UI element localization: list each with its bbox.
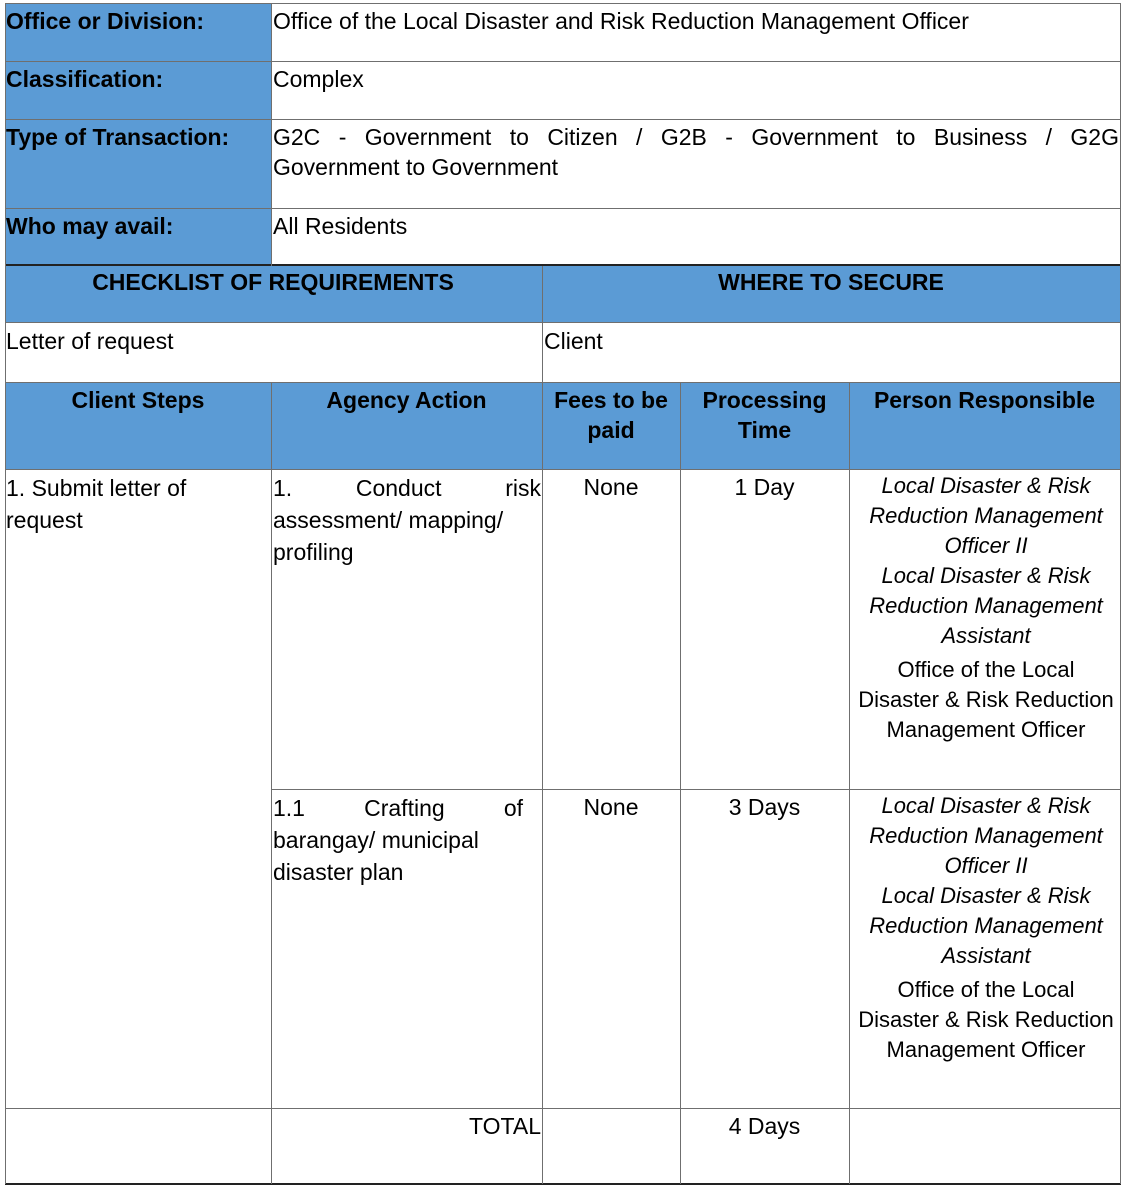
transaction-value-line1: G2C - Government to Citizen / G2B - Government to Business / G2G (273, 124, 1119, 150)
person-1-office: Office of the Local Disaster & Risk Reduction Management Officer (858, 657, 1114, 742)
grid-line (271, 383, 272, 1184)
processing-header (680, 385, 849, 445)
person-1-officer: Local Disaster & Risk Reduction Management Officer II (869, 473, 1103, 558)
fees-header-line1: Fees to be (554, 387, 668, 413)
grid-line (5, 3, 6, 1184)
fees-header (542, 385, 680, 445)
avail-value: All Residents (273, 213, 408, 239)
requirement-where: Client (544, 328, 603, 354)
person-2-assistant: Local Disaster & Risk Reduction Management Assistant (869, 883, 1103, 968)
fee-2: None (583, 794, 639, 820)
grid-line (5, 322, 1121, 323)
agency-action-1-word2: risk (505, 475, 541, 501)
fee-1: None (583, 474, 639, 500)
agency-action-2-word: Crafting (364, 795, 445, 821)
agency-action-2-num: 1.1 (273, 795, 305, 821)
avail-label: Who may avail: (6, 213, 174, 239)
grid-line (1120, 3, 1121, 1184)
transaction-label: Type of Transaction: (6, 124, 230, 150)
grid-line (5, 1183, 1121, 1185)
agency-action-1-rest: assessment/ mapping/ profiling (273, 507, 504, 565)
grid-line (5, 469, 1121, 470)
office-value: Office of the Local Disaster and Risk Reduction Management Officer (273, 8, 969, 34)
client-step-1: 1. Submit letter of request (6, 475, 187, 533)
person-header: Person Responsible (873, 387, 1096, 413)
agency-action-header: Agency Action (326, 387, 487, 413)
time-2: 3 Days (728, 794, 801, 820)
grid-line (5, 382, 1121, 383)
office-label: Office or Division: (6, 8, 205, 34)
grid-line (680, 383, 681, 1184)
client-steps-header: Client Steps (71, 387, 205, 413)
person-responsible-1 (855, 471, 1117, 745)
grid-line (5, 208, 1121, 209)
grid-line (5, 3, 1121, 4)
classification-label: Classification: (6, 66, 164, 92)
agency-action-2 (273, 792, 523, 888)
grid-line (542, 383, 543, 1184)
agency-action-1 (273, 472, 541, 568)
classification-value: Complex (273, 66, 364, 92)
checklist-header: CHECKLIST OF REQUIREMENTS (92, 269, 454, 295)
grid-line (271, 3, 272, 266)
person-responsible-2 (855, 791, 1117, 1065)
total-time: 4 Days (728, 1113, 801, 1139)
agency-action-2-word2: of (503, 795, 523, 821)
grid-line (5, 119, 1121, 120)
grid-line (5, 61, 1121, 62)
grid-line (849, 383, 850, 1184)
processing-header-line2: Time (737, 417, 792, 443)
person-2-office: Office of the Local Disaster & Risk Reduction Management Officer (858, 977, 1114, 1062)
grid-line (5, 264, 1121, 266)
grid-line (542, 266, 543, 383)
agency-action-2-rest: barangay/ municipal disaster plan (273, 827, 479, 885)
grid-line (271, 789, 1121, 790)
transaction-value (273, 122, 1119, 182)
requirement-item: Letter of request (6, 328, 174, 354)
person-1-assistant: Local Disaster & Risk Reduction Management Assistant (869, 563, 1103, 648)
grid-line (5, 1108, 1121, 1109)
agency-action-1-word: Conduct (355, 475, 442, 501)
fees-header-line2: paid (587, 417, 635, 443)
processing-header-line1: Processing (702, 387, 827, 413)
agency-action-1-num: 1. (273, 475, 293, 501)
person-2-officer: Local Disaster & Risk Reduction Management Officer II (869, 793, 1103, 878)
total-label: TOTAL (469, 1113, 541, 1139)
where-to-secure-header: WHERE TO SECURE (718, 269, 944, 295)
transaction-value-line2: Government to Government (273, 154, 559, 180)
time-1: 1 Day (734, 474, 795, 500)
